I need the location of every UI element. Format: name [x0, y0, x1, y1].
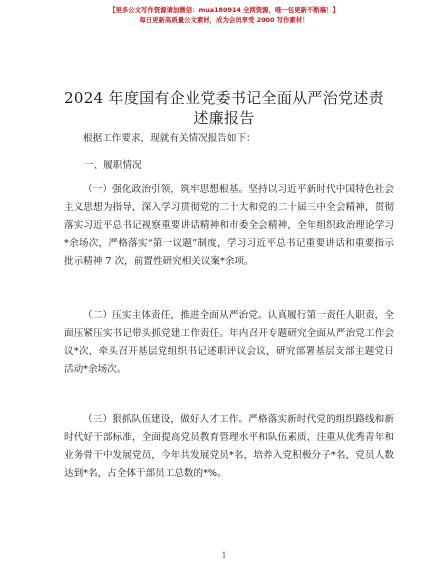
section-heading: 一、履职情况	[84, 160, 142, 171]
body-paragraph-1: （一）强化政治引领，筑牢思想根基。坚持以习近平新时代中国特色社会主义思想为指导，深入学习贯彻党的二十大和党的二十届三中全会精神，贯彻落实习近平总书记视察重要讲话精神和市委全会精神，全年组织政治理论学习*余场次，严格落实“第一议题”制度，学习习近平总书记重要讲话和重要指示批示精神 7 次，前置性研究相关议案*余项。	[64, 184, 394, 267]
banner-line-2: 每日更新高质量公文素材，成为会员享受 2000 写作素材！	[139, 15, 309, 24]
intro-paragraph: 根据工作要求，现就有关情况报告如下：	[83, 133, 256, 144]
page-number: 1	[221, 551, 227, 560]
banner-line-1: 【更多公文写作资源请加微信：mua180914 全网资源，唯一包更新不断稿！】	[109, 6, 339, 14]
header-banner	[0, 6, 448, 25]
title-line-2: 述廉报告	[193, 109, 255, 127]
title-line-1: 2024 年度国有企业党委书记全面从严治党述责	[64, 89, 384, 107]
document-title	[0, 88, 448, 128]
body-paragraph-2: （二）压实主体责任，推进全面从严治党。认真履行第一责任人职责，全面压紧压实书记带头抓党建工作责任。年内召开专题研究全面从严治党工作会议*次，牵头召开基层党组织书记述职评议会议，研究部署基层支部主题党日活动*余场次。	[64, 310, 394, 375]
body-paragraph-3: （三）狠抓队伍建设，做好人才工作。严格落实新时代党的组织路线和新时代好干部标准，全面提高党员教育管理水平和队伍素质，注重从优秀青年和业务骨干中发展党员，今年共发展党员*名，培养入党积极分子*名，党员人数达到*名，占全体干部员工总数的*%。	[64, 414, 394, 479]
